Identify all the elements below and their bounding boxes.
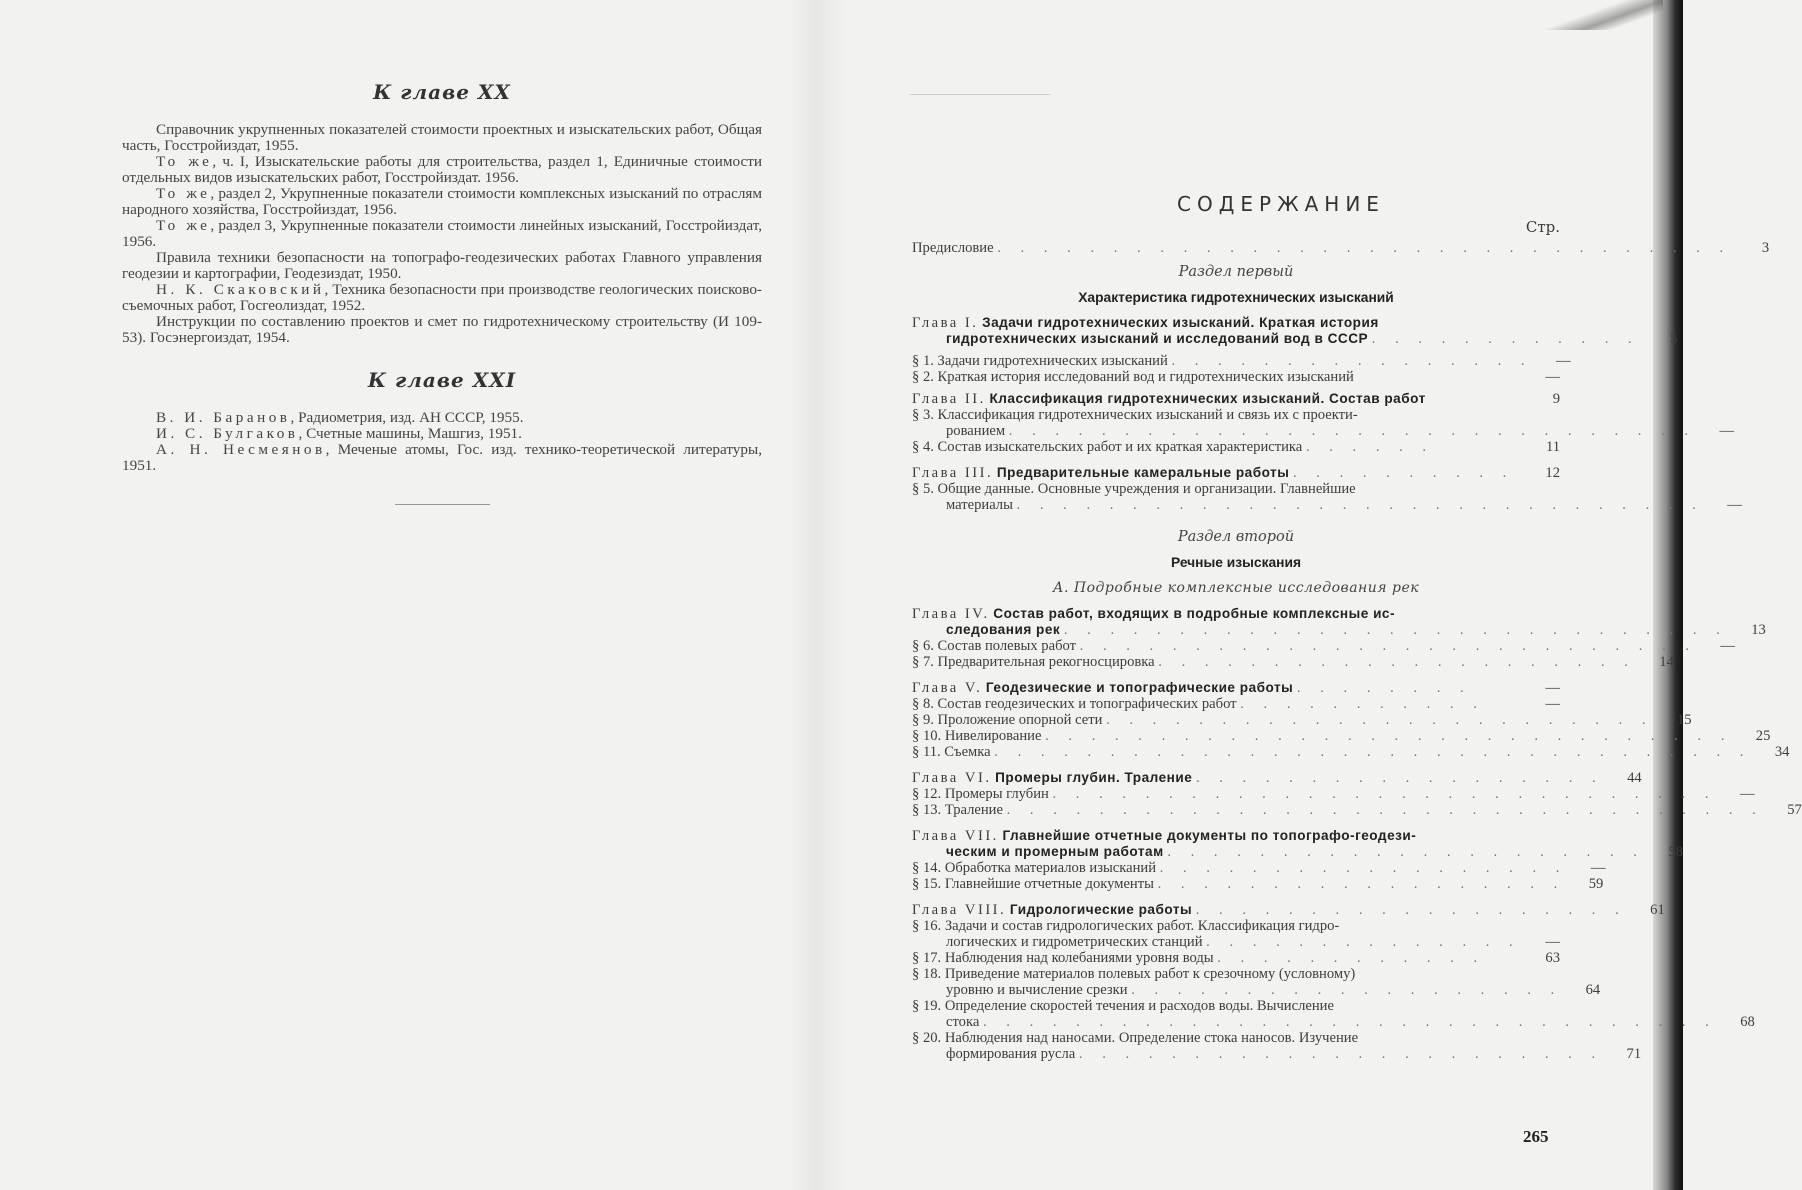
reference-item: А. Н. Несмеянов, Меченые атомы, Гос. изд. технико-теоретической литературы, 1951.: [122, 441, 762, 474]
right-page-contents: [912, 192, 1802, 1062]
reference-item: Справочник укрупненных показателей стоимости проектных и изыскательских работ, Общая часть, Госстройиздат, 1955.: [122, 121, 762, 154]
toc-section-10[interactable]: § 10. Нивелирование . . . . . . . . . . . . . . . . . . . . . . . . . . . . . . 25: [912, 728, 1771, 744]
reference-item: То же, раздел 2, Укрупненные показатели стоимости комплексных изысканий по отраслям народного хозяйства, Госстройиздат, 1956.: [122, 185, 762, 218]
toc-chapter-8[interactable]: Глава VIII. Гидрологические работы . . . . . . . . . . . . . . . . . . . 61: [912, 902, 1665, 918]
chapter-20-heading: К главе XX: [373, 80, 511, 104]
toc-chapter-7[interactable]: Глава VII. Главнейшие отчетные документы по топографо-геодези- ческим и промерным работам . . . . . . . . . . . . . . . . . . . . . 58: [912, 828, 1683, 860]
toc-section-20[interactable]: § 20. Наблюдения над наносами. Определение стока наносов. Изучение формирования русла . . . . . . . . . . . . . . . . . . . . . . . 71: [912, 1030, 1642, 1062]
toc-section-6[interactable]: § 6. Состав полевых работ . . . . . . . . . . . . . . . . . . . . . . . . . . . —: [912, 638, 1736, 654]
part-1-title: Характеристика гидротехнических изысканий: [1078, 290, 1394, 305]
toc-section-14[interactable]: § 14. Обработка материалов изысканий . . . . . . . . . . . . . . . . . . —: [912, 860, 1606, 876]
toc-section-7[interactable]: § 7. Предварительная рекогносцировка . . . . . . . . . . . . . . . . . . . . . 14: [912, 654, 1674, 670]
reference-item: Н. К. Скаковский, Техника безопасности при производстве геологических поисково-съемочных работ, Госгеолиздат, 1952.: [122, 281, 762, 314]
left-page: [122, 80, 762, 505]
reference-item: Правила техники безопасности на топографо-геодезических работах Главного управления геодезии и картографии, Геодезиздат, 1950.: [122, 249, 762, 282]
toc-section-5[interactable]: § 5. Общие данные. Основные учреждения и организации. Главнейшие материалы . . . . . . . . . . . . . . . . . . . . . . . . . . . . . . —: [912, 481, 1742, 513]
part-2-subsection: А. Подробные комплексные исследования рек: [1052, 580, 1420, 596]
toc-section-19[interactable]: § 19. Определение скоростей течения и расходов воды. Вычисление стока . . . . . . . . . . . . . . . . . . . . . . . . . . . . . . . . 68: [912, 998, 1755, 1030]
toc-section-8[interactable]: § 8. Состав геодезических и топографических работ . . . . . . . . . . . —: [912, 696, 1560, 712]
toc-section-3[interactable]: § 3. Классификация гидротехнических изысканий и связь их с проекти- рованием . . . . . . . . . . . . . . . . . . . . . . . . . . . . . . —: [912, 407, 1735, 439]
page-edge-shadow: [1653, 0, 1683, 1190]
page-column-header: Стр.: [1525, 218, 1560, 236]
toc-chapter-1[interactable]: Глава I. Задачи гидротехнических изысканий. Краткая история гидротехнических изысканий и исследований вод в СССР . . . . . . . . . . . . 5: [912, 315, 1678, 347]
part-2-title: Речные изыскания: [1170, 555, 1302, 570]
reference-item: В. И. Баранов, Радиометрия, изд. АН СССР, 1955.: [156, 409, 524, 426]
toc-section-2[interactable]: § 2. Краткая история исследований вод и гидротехнических изысканий —: [912, 369, 1560, 385]
toc-chapter-4[interactable]: Глава IV. Состав работ, входящих в подробные комплексные ис- следования рек . . . . . . . . . . . . . . . . . . . . . . . . . . . . . 13: [912, 606, 1766, 638]
toc-section-11[interactable]: § 11. Съемка . . . . . . . . . . . . . . . . . . . . . . . . . . . . . . . . . 34: [912, 744, 1790, 760]
reference-item: Инструкции по составлению проектов и смет по гидротехническому строительству (И 109-53). Госэнергоиздат, 1954.: [122, 313, 762, 346]
reference-item: То же, ч. I, Изыскательские работы для строительства, раздел 1, Единичные стоимости отдельных видов изыскательских работ, Госстройиздат. 1956.: [122, 153, 762, 186]
toc-section-17[interactable]: § 17. Наблюдения над колебаниями уровня воды . . . . . . . . . . . . 63: [912, 950, 1560, 966]
toc-section-12[interactable]: § 12. Промеры глубин . . . . . . . . . . . . . . . . . . . . . . . . . . . . . —: [912, 786, 1755, 802]
toc-section-4[interactable]: § 4. Состав изыскательских работ и их краткая характеристика . . . . . . 11: [912, 439, 1560, 455]
end-rule: [395, 504, 490, 505]
part-1-label: Раздел первый: [1178, 264, 1294, 280]
contents-title: СОДЕРЖАНИЕ: [1177, 192, 1385, 216]
reference-item: То же, раздел 3, Укрупненные показатели стоимости линейных изысканий, Госстройиздат, 1956.: [122, 217, 762, 250]
chapter-20-references: [122, 122, 762, 346]
toc-section-18[interactable]: § 18. Приведение материалов полевых работ к срезочному (условному) уровню и вычисление срезки . . . . . . . . . . . . . . . . . . . 64: [912, 966, 1601, 998]
toc-section-1[interactable]: § 1. Задачи гидротехнических изысканий . . . . . . . . . . . . . . . . —: [912, 353, 1571, 369]
toc-section-13[interactable]: § 13. Траление . . . . . . . . . . . . . . . . . . . . . . . . . . . . . . . . . 57: [912, 802, 1802, 818]
toc-entry-foreword[interactable]: Предисловие . . . . . . . . . . . . . . . . . . . . . . . . . . . . . . . . 3: [912, 240, 1770, 256]
toc-chapter-6[interactable]: Глава VI. Промеры глубин. Траление . . . . . . . . . . . . . . . . . . 44: [912, 770, 1642, 786]
chapter-21-references: [122, 410, 762, 474]
reference-item: И. С. Булгаков, Счетные машины, Машгиз, 1951.: [156, 425, 522, 442]
toc-chapter-2[interactable]: Глава II. Классификация гидротехнических изысканий. Состав работ 9: [912, 391, 1560, 407]
toc-chapter-5[interactable]: Глава V. Геодезические и топографические работы . . . . . . . . —: [912, 680, 1560, 696]
part-2-label: Раздел второй: [1177, 529, 1295, 545]
toc-section-15[interactable]: § 15. Главнейшие отчетные документы . . . . . . . . . . . . . . . . . . 59: [912, 876, 1604, 892]
toc-section-16[interactable]: § 16. Задачи и состав гидрологических работ. Классификация гидро- логических и гидрометрических станций . . . . . . . . . . . . . . —: [912, 918, 1560, 950]
page-number: 265: [1523, 1127, 1549, 1146]
chapter-21-heading: К главе XXI: [367, 368, 517, 392]
page-corner-shadow: [1543, 0, 1663, 30]
toc-section-9[interactable]: § 9. Проложение опорной сети . . . . . . . . . . . . . . . . . . . . . . . . 15: [912, 712, 1692, 728]
toc-chapter-3[interactable]: Глава III. Предварительные камеральные работы . . . . . . . . . . 12: [912, 465, 1560, 481]
header-rule: [910, 94, 1050, 95]
book-spine-shadow: [790, 0, 850, 1190]
